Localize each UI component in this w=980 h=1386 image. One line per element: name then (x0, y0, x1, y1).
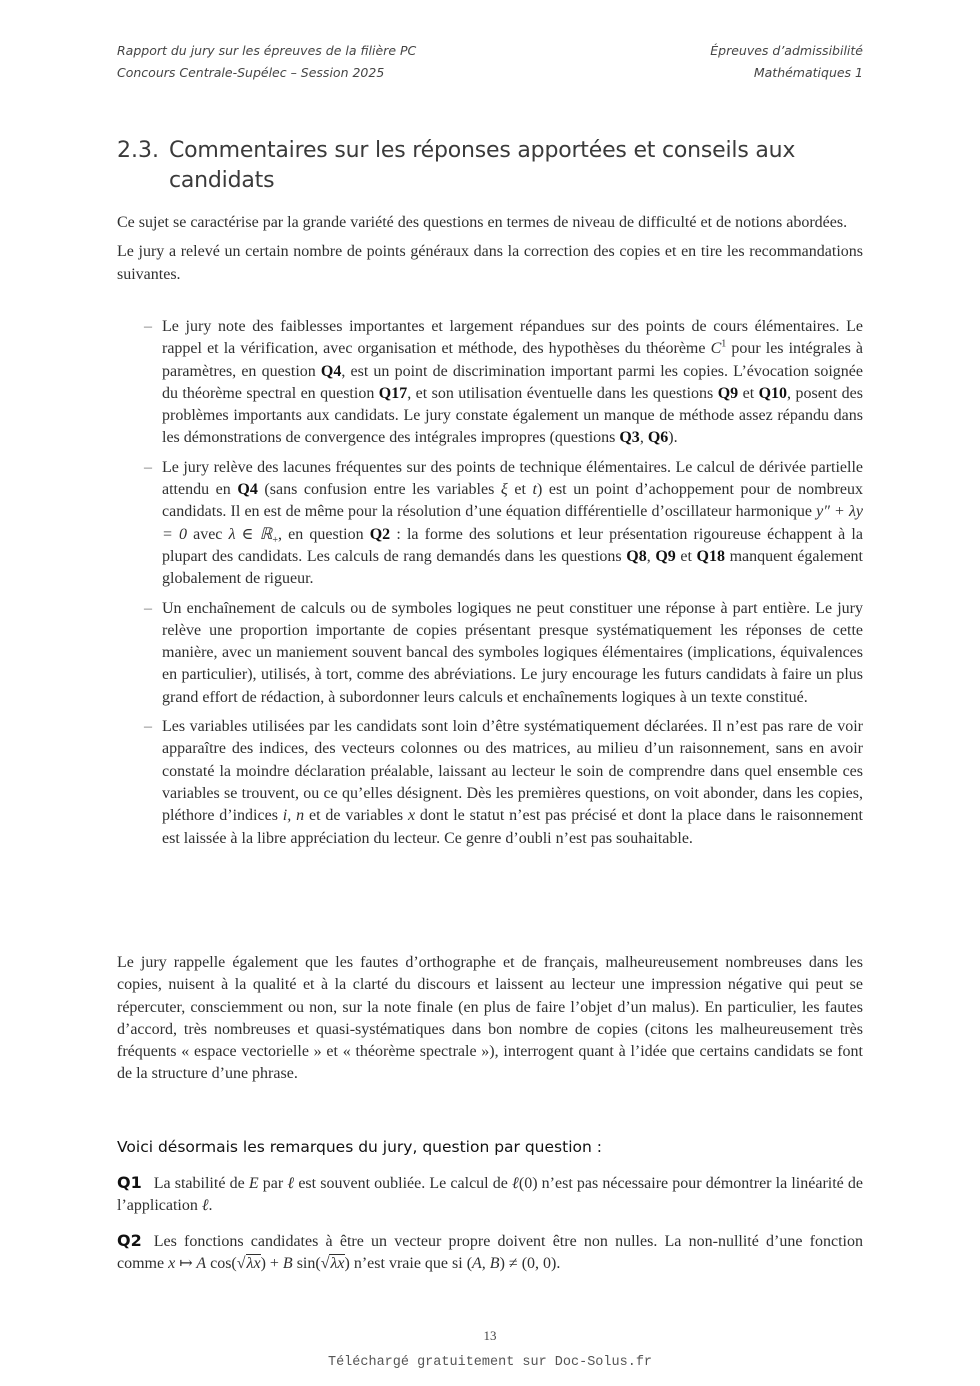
text-run: pour les intégrales à paramètres, en question (162, 340, 863, 380)
intro-paragraph: Ce sujet se caractérise par la grande variété des questions en termes de niveau de difficulté et de notions abordées. (117, 214, 848, 231)
running-header-right (710, 40, 863, 84)
math-sup: 1 (721, 338, 727, 350)
download-note: Téléchargé gratuitement sur Doc-Solus.fr (327, 1355, 653, 1370)
report-title: Rapport du jury sur les épreuves de la filière PC (117, 43, 417, 58)
spelling-remarks (117, 952, 863, 1086)
page-number: 13 (483, 1328, 497, 1343)
list-item (117, 598, 863, 709)
list-item (117, 316, 863, 450)
list-item (117, 457, 863, 591)
text-run: manquent également globalement de rigueur. (162, 547, 864, 588)
text-run: Le jury note des faiblesses importantes et largement répandues sur des points de cours élémentaires. Le rappel et la vérification, avec organisation et méthode, des hypothèses du théorème (162, 318, 863, 358)
question-remark-q2 (117, 1230, 863, 1276)
math-var: ℓ (512, 1175, 519, 1192)
question-label: Q2 (117, 1231, 142, 1250)
text-run: , en question (277, 525, 370, 543)
text-run: et (675, 547, 697, 565)
math-var: ℓ (287, 1175, 295, 1192)
text-run: Les fonctions candidates à être un vecteur propre doivent être non nulles. La non-nullité d’une fonction comme (117, 1233, 863, 1273)
dash-bullet: – (144, 318, 152, 335)
text-run: ) n’est vraie que si ( (344, 1255, 473, 1273)
question-ref: Q6 (647, 429, 669, 447)
section-title: Commentaires sur les réponses apportées et conseils aux candidats (169, 138, 796, 193)
text-run: sin(√ (292, 1255, 330, 1273)
dash-bullet: – (144, 599, 152, 617)
text-run: Les variables utilisées par les candidats sont loin d’être systématiquement déclarées. Il n’est pas rare de voir apparaître des indices, des vecteurs colonnes ou des matrices, au milieu d’un raisonnement, sans en avoir constaté la moindre déclaration préalable, laissant au lecteur le soin de comprendre dans quel ensemble ces variables se trouvent, ou ce qu’elles désignent. Dès les premières questions, on voit abonder, dans les copies, pléthore d’indices (162, 718, 863, 825)
text-run: , posent des problèmes importants aux candidats. Le jury constate également un manque de méthode assez répandu dans les démonstrations de convergence des intégrales impropres (questions (162, 384, 864, 447)
text-run: et (738, 384, 759, 402)
text-run: Le jury relève des lacunes fréquentes sur des points de technique élémentaires. Le calcul de dérivée partielle attendu en (162, 458, 863, 499)
question-ref: Q17 (378, 384, 408, 402)
text-run: cos(√ (206, 1255, 246, 1273)
section-number: 2.3. (117, 138, 159, 163)
contest-session: Concours Centrale-Supélec – Session 2025 (117, 65, 385, 80)
math-var: C (710, 340, 722, 358)
text-run: ) ≠ (0, 0). (499, 1255, 561, 1273)
math-var: ℓ (201, 1197, 209, 1215)
text-run: : la forme des solutions et leur présentation rigoureuse échappent à la plupart des candidats. Les calculs de rang demandés dans les questions (162, 525, 863, 565)
text-run: avec (186, 525, 229, 543)
running-header-left (117, 40, 416, 84)
math-var: E (248, 1175, 259, 1192)
closing-paragraph: Le jury rappelle également que les fautes d’orthographe et de français, malheureusement nombreuses dans les copies, nuisent à la qualité et à la clarté du discours et laissent au lecteur une impression négative qui peut se répercuter, consciemment ou non, sur la note finale (en plus de faire l’objet d’un malus). En particulier, les fautes d’accord, très nombreuses et quasi-systématiques dans bon nombre de copies (citons les malheureusement très fréquents « espace vectorielle » et « théorème spectrale »), interrogent quant à l’idée que certains candidats se font de la structure d’une phrase. (117, 954, 863, 1083)
question-ref: Q3 (619, 429, 640, 447)
question-ref: Q2 (369, 525, 391, 543)
question-ref: Q9 (655, 547, 676, 565)
text-run: (sans confusion entre les variables (257, 481, 501, 499)
text-run: dont le statut n’est pas précisé et dont la place dans le raisonnement est laissée à la libre appréciation du lecteur. Ce genre d’oubli n’est pas souhaitable. (162, 807, 863, 847)
question-ref: Q4 (237, 481, 258, 499)
intro-paragraph: Le jury a relevé un certain nombre de points généraux dans la correction des copies et en tire les recommandations suivantes. (117, 243, 863, 283)
dash-bullet: – (144, 458, 152, 476)
text-run: La stabilité de (153, 1175, 249, 1192)
text-run: et (507, 481, 533, 499)
text-run: par (258, 1175, 288, 1192)
question-ref: Q18 (696, 547, 725, 565)
text-run: Un enchaînement de calculs ou de symboles logiques ne peut constituer une réponse à part entière. Le jury relève une proportion importante de copies présentant presque systématiquement les réponses de cette manière, avec un maniement souvent bancal des symboles logiques élémentaires (implications, équivalences en particulier), utilisés, à tort, comme des abréviations. Le jury encourage les futurs candidats à faire un plus grand effort de rédaction, à subordonner leurs calculs et enchaînements logiques à un texte constitué. (162, 599, 863, 706)
math-var: ξ (500, 481, 508, 499)
text-run: . (208, 1197, 213, 1215)
list-item (117, 716, 863, 850)
text-run: ). (668, 429, 678, 447)
dash-bullet: – (144, 718, 152, 736)
math-sqrt-arg: λx (330, 1255, 345, 1273)
text-run: , (646, 547, 656, 565)
text-run: (0) n’est pas nécessaire pour démontrer la linéarité de l’application (117, 1175, 864, 1215)
question-label: Q1 (117, 1173, 142, 1192)
section-heading (117, 136, 863, 196)
intro-block (117, 212, 863, 286)
question-remark-q1 (117, 1172, 863, 1218)
math-var: x (407, 807, 416, 825)
text-run: ) + (260, 1255, 283, 1273)
text-run: , est un point de discrimination important parmi les copies. L’évocation soignée du théorème spectral en question (162, 362, 863, 402)
text-run: , et son utilisation éventuelle dans les questions (407, 384, 718, 402)
text-run: et de variables (304, 807, 408, 825)
math-var: x ↦ A (168, 1255, 207, 1273)
math-equation: y″ + λy = 0 (162, 503, 864, 543)
text-run: est souvent oubliée. Le calcul de (294, 1175, 513, 1192)
math-var: λ ∈ ℝ (228, 525, 273, 543)
subject-name: Mathématiques 1 (753, 65, 863, 80)
math-sub: + (272, 534, 278, 546)
question-ref: Q9 (717, 384, 739, 402)
math-var: A, B (472, 1255, 500, 1273)
question-ref: Q8 (626, 547, 647, 565)
question-ref: Q10 (758, 384, 788, 402)
question-ref: Q4 (320, 362, 342, 380)
text-run: ) est un point d’achoppement pour de nombreux candidats. Il en est de même pour la résolution d’une équation différentielle d’oscillateur harmonique (162, 481, 864, 521)
math-var: t (532, 481, 537, 499)
questions-heading: Voici désormais les remarques du jury, question par question : (117, 1138, 602, 1156)
exam-type: Épreuves d’admissibilité (710, 43, 863, 58)
math-sqrt-arg: λx (246, 1255, 261, 1273)
text-run: , (639, 429, 648, 447)
recommendations-list (117, 316, 863, 850)
math-var: B (282, 1255, 293, 1273)
math-var: i, n (282, 807, 305, 825)
